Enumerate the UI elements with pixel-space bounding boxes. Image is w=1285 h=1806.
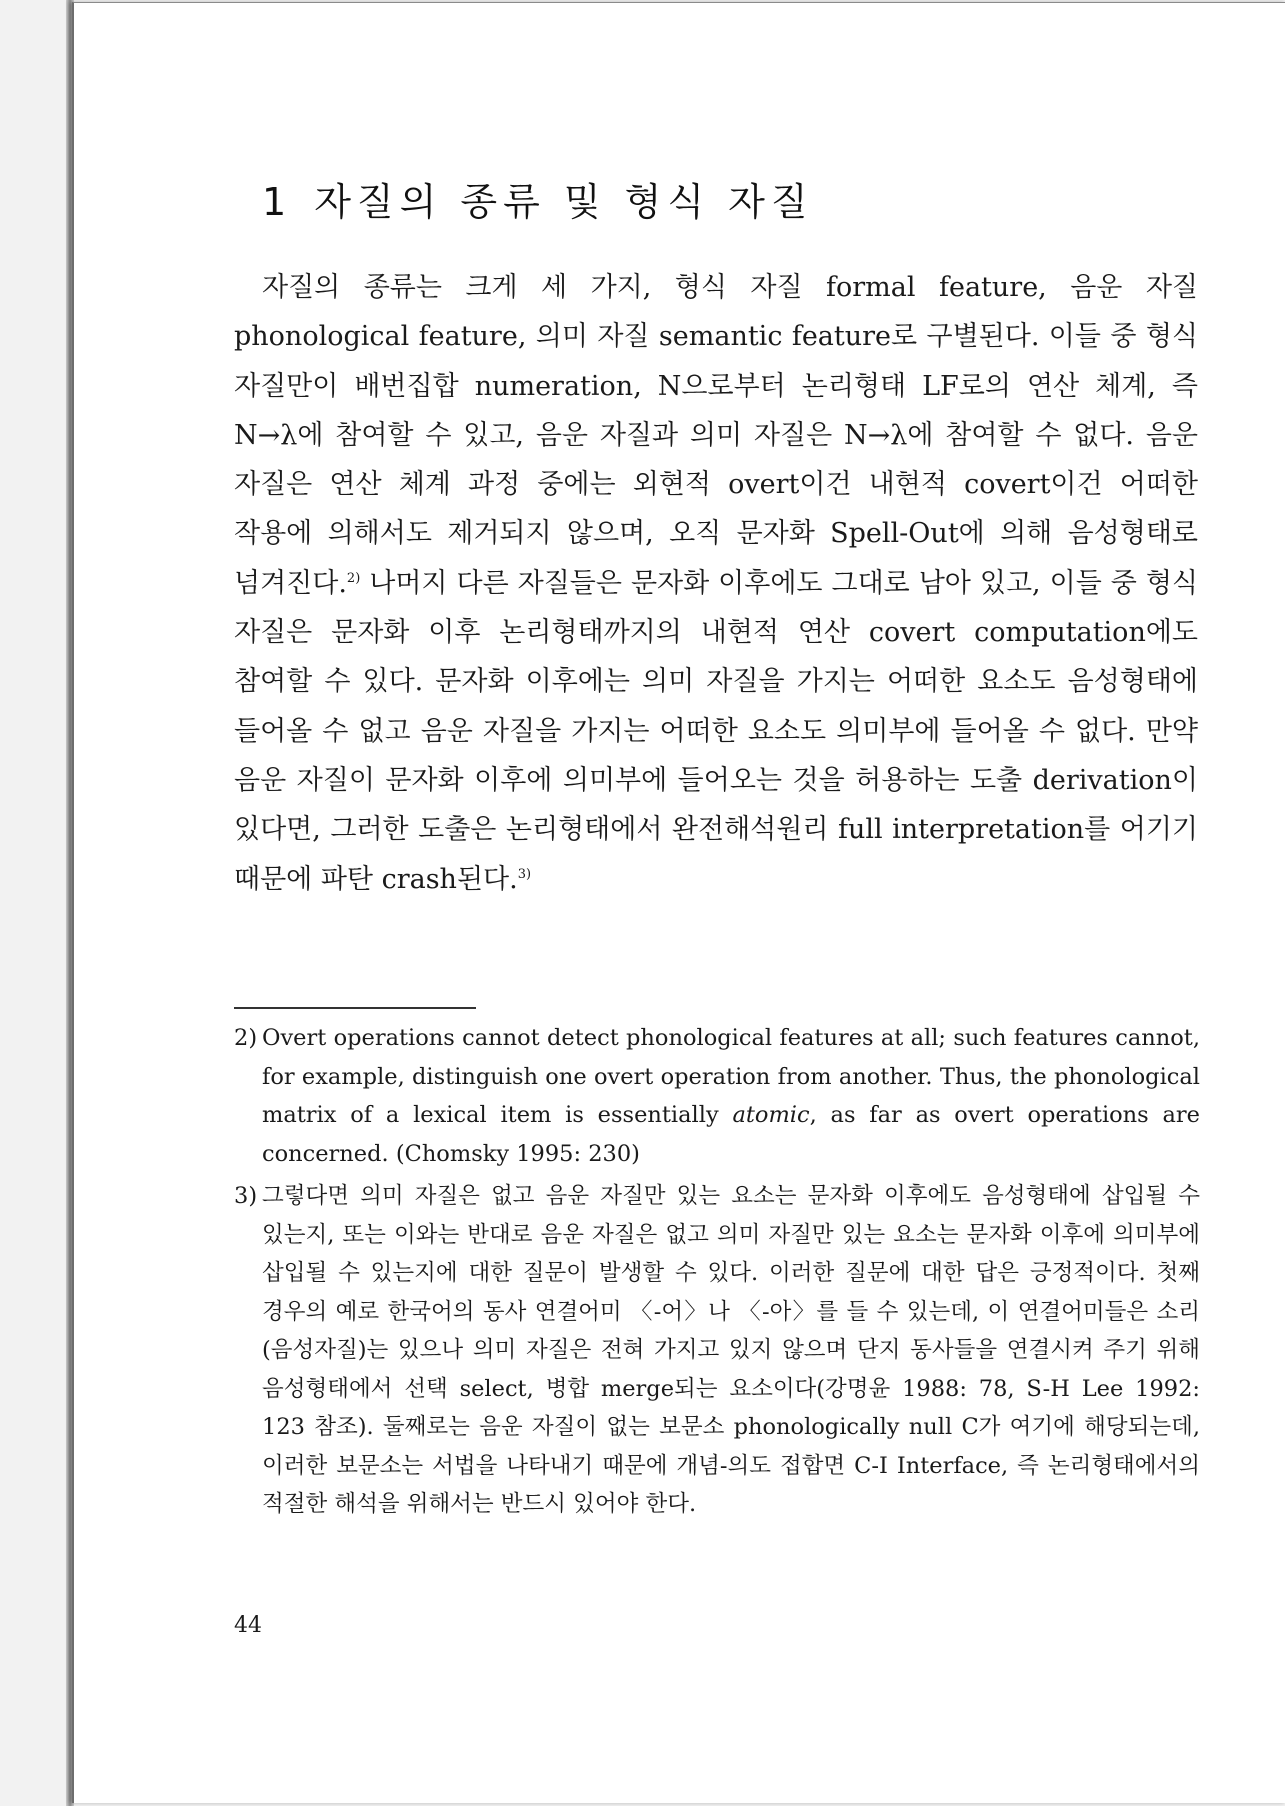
footnote-text: Overt operations cannot detect phonological features at all; such features cannot, for example, distinguish one overt operation from another. Thus, the phonological matrix of a lexical item is essentially <box>262 1025 1200 1128</box>
body-paragraph <box>234 263 1198 904</box>
footnote-emphasis: atomic <box>732 1102 810 1128</box>
section-heading <box>262 171 814 226</box>
footnote-ref-3: 3) <box>517 866 532 882</box>
footnote-text: 그렇다면 의미 자질은 없고 음운 자질만 있는 요소는 문자화 이후에도 음성형태에 삽입될 수 있는지, 또는 이와는 반대로 음운 자질은 없고 의미 자질만 있는 요소는 문자화 이후에 의미부에 삽입될 수 있는지에 대한 질문이 발생할 수 있다. 이러한 질문에 대한 답은 긍정적이다. 첫째 경우의 예로 한국어의 동사 연결어미 〈-어〉나 〈-아〉를 들 수 있는데, 이 연결어미들은 소리(음성자질)는 있으나 의미 자질은 전혀 가지고 있지 않으며 단지 동사들을 연결시켜 주기 위해 음성형태에서 선택 select, 병합 merge되는 요소이다(강명윤 1988: 78, S-H Lee 1992: 123 참조). 둘째로는 음운 자질이 없는 보문소 phonologically null C가 여기에 해당되는데, 이러한 보문소는 서법을 나타내기 때문에 개념-의도 접합면 C-I Interface, 즉 논리형태에서의 적절한 해석을 위해서는 반드시 있어야 한다. <box>262 1183 1200 1517</box>
footnote-ref-2: 2) <box>346 570 361 586</box>
page-number: 44 <box>234 1613 262 1638</box>
footnote-number: 2) <box>234 1025 258 1051</box>
footnote-divider <box>234 1007 476 1009</box>
section-number: 1 <box>262 180 293 224</box>
book-page <box>72 2 1285 1803</box>
body-text-part-2: 나머지 다른 자질들은 문자화 이후에도 그대로 남아 있고, 이들 중 형식 자질은 문자화 이후 논리형태까지의 내현적 연산 covert computation에도 참여할 수 있다. 문자화 이후에는 의미 자질을 가지는 어떠한 요소도 음성형태에 들어올 수 없고 음운 자질을 가지는 어떠한 요소도 의미부에 들어올 수 없다. 만약 음운 자질이 문자화 이후에 의미부에 들어오는 것을 허용하는 도출 derivation이 있다면, 그러한 도출은 논리형태에서 완전해석원리 full interpretation를 어기기 때문에 파탄 crash된다. <box>234 567 1198 895</box>
body-text-part-1: 자질의 종류는 크게 세 가지, 형식 자질 formal feature, 음운 자질 phonological feature, 의미 자질 semantic feature로 구별된다. 이들 중 형식 자질만이 배번집합 numeration, N으로부터 논리형태 LF로의 연산 체계, 즉 N→λ에 참여할 수 있고, 음운 자질과 의미 자질은 N→λ에 참여할 수 없다. 음운 자질은 연산 체계 과정 중에는 외현적 overt이건 내현적 covert이건 어떠한 작용에 의해서도 제거되지 않으며, 오직 문자화 Spell-Out에 의해 음성형태로 넘겨진다. <box>234 272 1198 599</box>
footnote-text-end: , as far as overt operations are concerned. (Chomsky 1995: 230) <box>262 1102 1200 1167</box>
footnote-number: 3) <box>234 1183 258 1209</box>
footnote-item <box>234 1177 1200 1524</box>
footnote-item <box>234 1019 1200 1173</box>
footnote-list <box>234 1019 1200 1524</box>
section-title: 자질의 종류 및 형식 자질 <box>314 180 814 224</box>
